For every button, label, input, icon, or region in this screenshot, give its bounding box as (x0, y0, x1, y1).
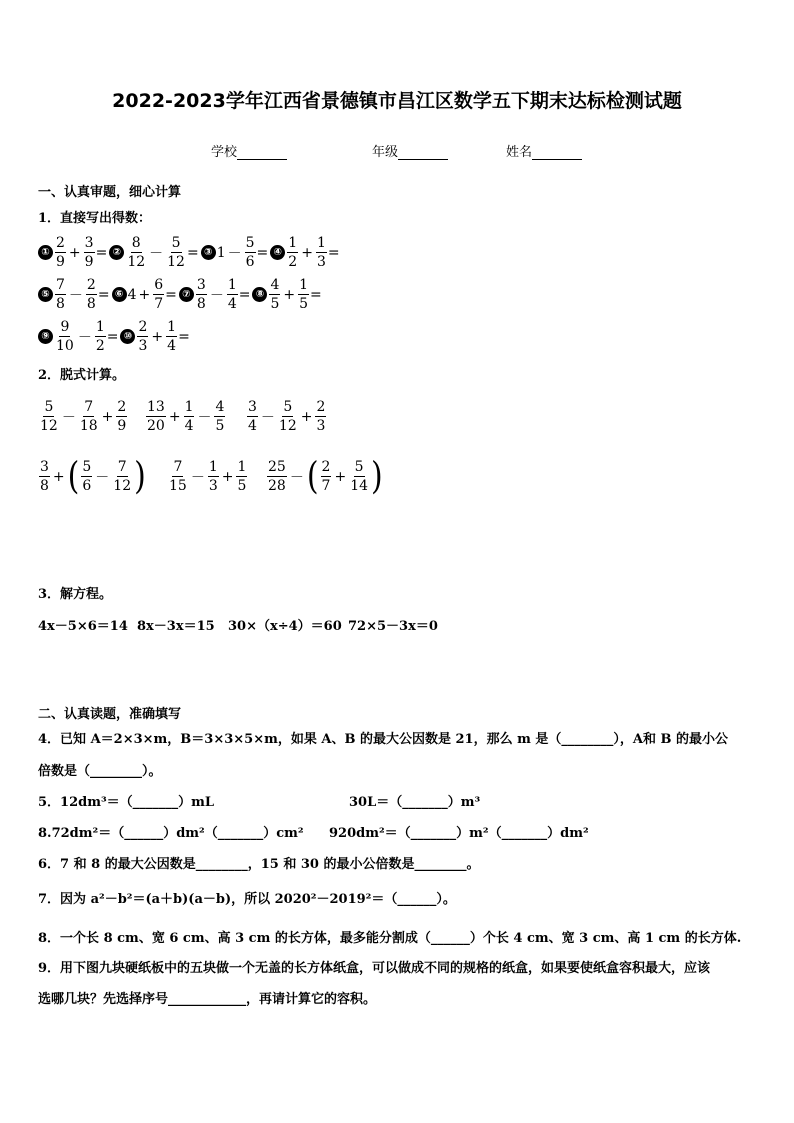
fraction: $\frac{1}{2}$ (95, 319, 105, 354)
fraction: $\frac{3}{9}$ (84, 235, 94, 270)
q1-num-1: ① (38, 245, 53, 260)
q3-title: 3．解方程。 (38, 587, 113, 602)
fraction: $\frac{1}{2}$ (288, 235, 298, 270)
fraction: $\frac{1}{5}$ (299, 277, 309, 312)
q1-num-10: ⑩ (120, 329, 135, 344)
section-1-heading: 一、认真审题，细心计算 (38, 185, 182, 200)
grade-label: 年级 (372, 145, 399, 160)
fraction: $\frac{6}{7}$ (154, 277, 164, 312)
q1-num-3: ③ (201, 245, 216, 260)
q5-part-c: 8.72dm²＝（______）dm²（_______）cm² (38, 826, 304, 841)
fraction: $\frac{3}{8}$ (196, 277, 206, 312)
q8-text: 8．一个长 8 cm、宽 6 cm、高 3 cm 的长方体，最多能分割成（______）个长 4 cm、宽 3 cm、高 1 cm 的长方体. (38, 931, 742, 946)
name-label: 姓名 (506, 145, 533, 160)
q1-row-3: ⑨ $\frac{9}{10}$ － $\frac{1}{2}$ = ⑩ $\frac{2}{3}$ + $\frac{1}{4}$ = (38, 320, 190, 353)
q2-expr-3: $\frac{3}{4}$ － $\frac{5}{12}$ + $\frac{2}{3}$ (248, 399, 326, 434)
fraction: $\frac{2}{3}$ (138, 319, 148, 354)
school-label: 学校 (211, 145, 238, 160)
fraction: $\frac{1}{3}$ (316, 235, 326, 270)
q1-row-2: ⑤ $\frac{7}{8}$ － $\frac{2}{8}$ = ⑥ 4 + $\frac{6}{7}$ = ⑦ $\frac{3}{8}$ － $\frac{1}{4}$ = ⑧ $\frac{4}{5}$ + $\frac{1}{5}$ = (38, 278, 322, 311)
q5-part-b: 30L＝（_______）m³ (349, 795, 481, 810)
q2-expr-4: $\frac{3}{8}$ + ( $\frac{5}{6}$ － $\frac{7}{12}$ ) (40, 454, 146, 498)
fraction: $\frac{5}{6}$ (245, 235, 255, 270)
q4-line-1: 4．已知 A＝2×3×m，B＝3×3×5×m，如果 A、B 的最大公因数是 21，那么 m 是（________），A和 B 的最小公 (38, 732, 729, 747)
fraction: $\frac{8}{12}$ (127, 235, 146, 270)
section-2-heading: 二、认真读题，准确填写 (38, 707, 182, 722)
q2-expr-2: $\frac{13}{20}$ + $\frac{1}{4}$ － $\frac{4}{5}$ (147, 399, 225, 434)
q1-num-5: ⑤ (38, 287, 53, 302)
fraction: $\frac{5}{12}$ (167, 235, 185, 270)
fraction: $\frac{4}{5}$ (270, 277, 280, 312)
q5-part-a: 5．12dm³＝（_______）mL (38, 795, 215, 810)
fraction: $\frac{1}{4}$ (227, 277, 237, 312)
fraction: $\frac{2}{9}$ (56, 235, 65, 270)
q1-row-1: ① $\frac{2}{9}$ + $\frac{3}{9}$ = ② $\frac{8}{12}$ － $\frac{5}{12}$ = ③ 1 － $\frac{5}{6}$ = ④ $\frac{1}{2}$ + $\frac{1}{3}$ = (38, 236, 340, 269)
q1-num-7: ⑦ (179, 287, 194, 302)
fraction: $\frac{2}{8}$ (86, 277, 96, 312)
q3-equation-1: 4x－5×6＝14 (38, 619, 128, 634)
q7-text: 7．因为 a²－b²＝(a＋b)(a－b)，所以 2020²－2019²＝（______）。 (38, 892, 456, 907)
q4-line-2: 倍数是（________）。 (38, 764, 162, 779)
school-field (211, 141, 287, 160)
fraction: $\frac{1}{4}$ (167, 319, 177, 354)
q9-line-1: 9．用下图九块硬纸板中的五块做一个无盖的长方体纸盒，可以做成不同的规格的纸盒，如果要使纸盒容积最大，应该 (38, 961, 711, 976)
grade-field (372, 141, 448, 160)
q2-title: 2．脱式计算。 (38, 368, 126, 383)
q2-expr-1: $\frac{5}{12}$ － $\frac{7}{18}$ + $\frac{2}{9}$ (40, 399, 127, 434)
q1-num-9: ⑨ (38, 329, 53, 344)
q6-text: 6．7 和 8 的最大公因数是________，15 和 30 的最小公倍数是________。 (38, 857, 480, 872)
q1-title: 1．直接写出得数： (38, 211, 152, 226)
q2-expr-5: $\frac{7}{15}$ － $\frac{1}{3}$ + $\frac{1}{5}$ (169, 459, 247, 494)
q1-num-6: ⑥ (112, 287, 127, 302)
q1-num-4: ④ (270, 245, 285, 260)
q1-num-8: ⑧ (252, 287, 267, 302)
name-field (506, 141, 582, 160)
q3-equation-3: 30×（x÷4）＝60 (228, 619, 342, 634)
q9-line-2: 选哪几块？先选择序号____________，再请计算它的容积。 (38, 992, 377, 1007)
q2-expr-6: $\frac{25}{28}$ － ( $\frac{2}{7}$ + $\frac{5}{14}$ ) (268, 454, 383, 498)
q1-num-2: ② (109, 245, 124, 260)
q3-equation-2: 8x－3x＝15 (137, 619, 215, 634)
fraction: $\frac{7}{8}$ (56, 277, 65, 312)
q5-part-d: 920dm²＝（_______）m²（_______）dm² (329, 826, 589, 841)
page-title: 2022-2023学年江西省景德镇市昌江区数学五下期末达标检测试题 (112, 90, 682, 112)
q3-equation-4: 72×5－3x＝0 (348, 619, 438, 634)
fraction: $\frac{9}{10}$ (56, 319, 74, 354)
